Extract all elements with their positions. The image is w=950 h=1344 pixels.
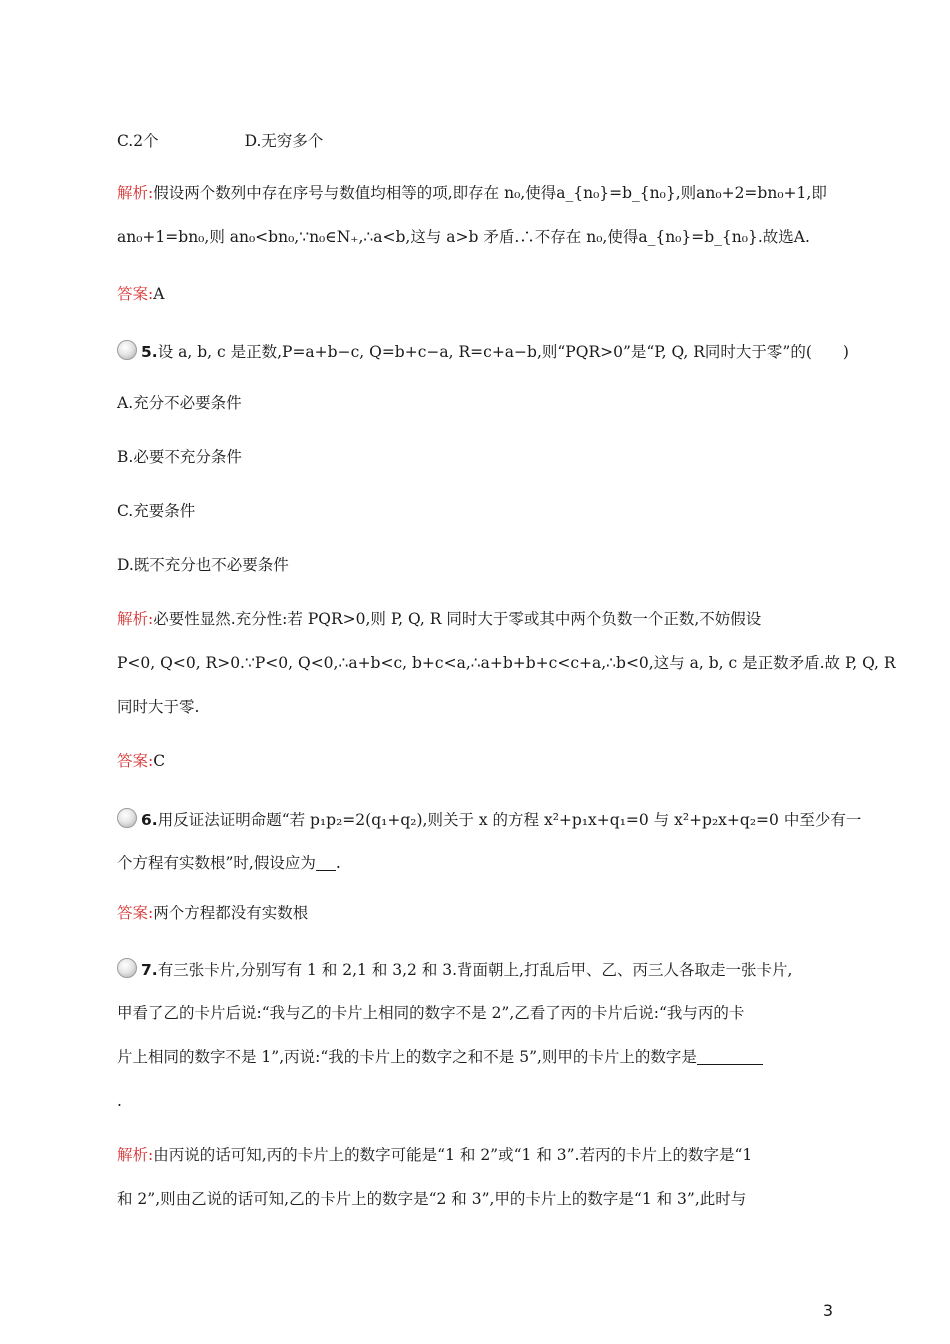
question-bullet-icon <box>117 958 137 978</box>
q7-solution-line-2: 和 2”,则由乙说的话可知,乙的卡片上的数字是“2 和 3”,甲的卡片上的数字是“1 和 3”,此时与 <box>117 1190 747 1208</box>
q5-stem <box>117 340 849 363</box>
q5-stem-text: 设 a, b, c 是正数,P=a+b−c, Q=b+c−a, R=c+a−b,则“PQR>0”是“P, Q, R同时大于零”的( ) <box>157 343 849 361</box>
q5-solution-line-1: 解析:必要性显然.充分性:若 PQR>0,则 P, Q, R 同时大于零或其中两个负数一个正数,不妨假设 <box>117 610 762 628</box>
q4-solution-text-2: an₀+1=bn₀,则 an₀<bn₀,∵n₀∈N₊,∴a<b,这与 a>b 矛盾.∴不存在 n₀,使得a_{n₀}=b_{n₀}.故选A. <box>117 228 810 246</box>
q7-number: 7. <box>141 961 158 979</box>
q4-solution-line-1: 解析:假设两个数列中存在序号与数值均相等的项,即存在 n₀,使得a_{n₀}=b_{n₀},则an₀+2=bn₀+1,即 <box>117 184 827 202</box>
q6-answer: 答案:两个方程都没有实数根 <box>117 904 309 922</box>
q6-answer-value: 两个方程都没有实数根 <box>153 904 309 922</box>
q7-solution-label: 解析 <box>117 1146 149 1164</box>
q5-answer-label: 答案 <box>117 752 149 770</box>
question-bullet-icon <box>117 340 137 360</box>
q4-options-row <box>117 130 837 152</box>
page-number: 3 <box>822 1301 833 1320</box>
q6-answer-label: 答案 <box>117 904 149 922</box>
q4-answer-label: 答案 <box>117 285 149 303</box>
q7-stem-line-3 <box>117 1046 837 1068</box>
q5-option-a: A.充分不必要条件 <box>117 394 242 412</box>
q4-answer: 答案:A <box>117 285 165 303</box>
q4-solution-label: 解析 <box>117 184 149 202</box>
q4-solution-text-1: 假设两个数列中存在序号与数值均相等的项,即存在 n₀,使得a_{n₀}=b_{n₀},则an₀+2=bn₀+1,即 <box>153 184 827 202</box>
q6-stem-period: . <box>335 854 341 872</box>
q5-solution-text-1: 必要性显然.充分性:若 PQR>0,则 P, Q, R 同时大于零或其中两个负数一个正数,不妨假设 <box>153 610 762 628</box>
q7-stem-text-1: 有三张卡片,分别写有 1 和 2,1 和 3,2 和 3.背面朝上,打乱后甲、乙、丙三人各取走一张卡片, <box>157 961 793 979</box>
q6-stem-text-1: 用反证法证明命题“若 p₁p₂=2(q₁+q₂),则关于 x 的方程 x²+p₁x+q₁=0 与 x²+p₂x+q₂=0 中至少有一 <box>157 811 862 829</box>
q6-stem-text-2: 个方程有实数根”时,假设应为 <box>117 854 316 872</box>
q7-stem-line-2: 甲看了乙的卡片后说:“我与乙的卡片上相同的数字不是 2”,乙看了丙的卡片后说:“我与丙的卡 <box>117 1004 745 1022</box>
q5-answer-value: C <box>153 752 166 770</box>
q4-option-c: C.2个 <box>117 132 159 150</box>
q6-stem-line-1 <box>117 808 862 831</box>
q7-stem-line-4: . <box>117 1092 122 1110</box>
q5-solution-line-3: 同时大于零. <box>117 698 200 716</box>
q4-solution-line-2 <box>117 226 837 248</box>
q5-option-c: C.充要条件 <box>117 502 196 520</box>
q5-option-b: B.必要不充分条件 <box>117 448 242 466</box>
q5-solution-label: 解析 <box>117 610 149 628</box>
q4-answer-value: A <box>153 285 165 303</box>
q7-solution-line-1: 解析:由丙说的话可知,丙的卡片上的数字可能是“1 和 2”或“1 和 3”.若丙的卡片上的数字是“1 <box>117 1146 753 1164</box>
q7-stem-text-3: 片上相同的数字不是 1”,丙说:“我的卡片上的数字之和不是 5”,则甲的卡片上的数字是 <box>117 1048 697 1066</box>
q6-stem-line-2 <box>117 852 837 874</box>
q7-stem-line-1 <box>117 958 837 981</box>
q5-answer: 答案:C <box>117 752 166 770</box>
q5-number: 5. <box>141 343 158 361</box>
q6-number: 6. <box>141 811 158 829</box>
q6-answer-blank <box>316 854 336 871</box>
q4-option-d: D.无穷多个 <box>244 132 324 150</box>
q7-answer-blank <box>697 1048 763 1065</box>
q7-solution-text-1: 由丙说的话可知,丙的卡片上的数字可能是“1 和 2”或“1 和 3”.若丙的卡片上的数字是“1 <box>153 1146 753 1164</box>
q5-option-d: D.既不充分也不必要条件 <box>117 556 289 574</box>
q5-solution-line-2: P<0, Q<0, R>0.∵P<0, Q<0,∴a+b<c, b+c<a,∴a+b+b+c<c+a,∴b<0,这与 a, b, c 是正数矛盾.故 P, Q, R <box>117 654 896 672</box>
question-bullet-icon <box>117 808 137 828</box>
